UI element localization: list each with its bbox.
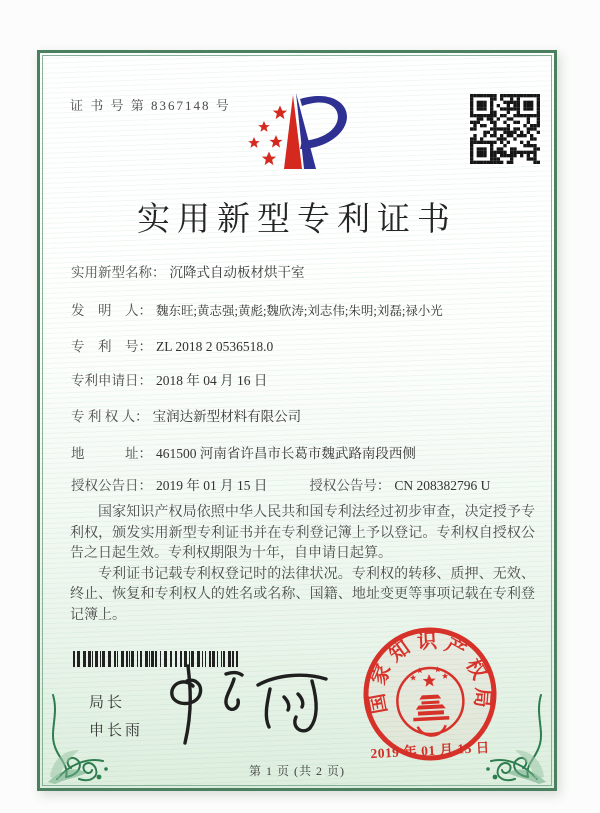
field-inventors	[71, 299, 541, 319]
field-name	[71, 261, 541, 281]
field-application-date-label: 专利申请日：	[71, 373, 152, 388]
certificate-sheet	[37, 50, 557, 791]
grant-date-value: 2019 年 01 月 15 日	[156, 478, 268, 493]
field-patentee	[71, 405, 541, 425]
field-patent-number-label: 专 利 号：	[71, 339, 152, 354]
field-application-date	[71, 369, 541, 389]
seal-date: 2019 年 01 月 15 日	[370, 739, 491, 762]
field-inventors-value: 魏东旺;黄志强;黄彪;魏欣涛;刘志伟;朱明;刘磊;禄小光	[156, 304, 443, 318]
field-patent-number-value: ZL 2018 2 0536518.0	[156, 339, 274, 354]
legal-paragraph-1: 国家知识产权局依照中华人民共和国专利法经过初步审查，决定授予专利权，颁发实用新型专利证书并在专利登记簿上予以登记。专利权自授权公告之日起生效。专利权期限为十年，自申请日起算。	[70, 505, 535, 561]
director-signature	[160, 659, 360, 751]
logo-p-bowl	[300, 96, 347, 149]
field-address	[71, 442, 541, 462]
qr-code	[470, 94, 540, 164]
logo-stars	[248, 106, 287, 166]
seal-ring-text: 国家知识产权局	[366, 630, 494, 716]
page-number: 第 1 页 (共 2 页)	[249, 764, 345, 778]
grant-number-label: 授权公告号：	[309, 478, 391, 493]
field-inventors-label: 发 明 人：	[71, 303, 152, 318]
field-address-value: 461500 河南省许昌市长葛市魏武路南段西侧	[156, 446, 416, 461]
field-address-label: 地 址：	[71, 446, 152, 461]
field-patentee-value: 宝润达新型材料有限公司	[152, 409, 302, 424]
director-title: 局长	[89, 695, 126, 711]
grant-date-label: 授权公告日：	[71, 478, 152, 493]
director-name: 申长雨	[89, 723, 144, 739]
cnipa-logo	[236, 87, 371, 175]
field-name-value: 沉降式自动板材烘干室	[169, 265, 305, 280]
legal-paragraph-2: 专利证书记载专利权登记时的法律状况。专利权的转移、质押、无效、终止、恢复和专利权人的姓名或名称、国籍、地址变更等事项记载在专利登记簿上。	[70, 566, 535, 623]
field-patentee-label: 专 利 权 人：	[71, 409, 149, 424]
certificate-number: 证 书 号 第 8367148 号	[70, 98, 231, 113]
grant-number-value: CN 208382796 U	[394, 478, 491, 493]
field-application-date-value: 2018 年 04 月 16 日	[156, 373, 268, 388]
legal-text	[70, 503, 535, 626]
field-grant-row	[71, 474, 541, 494]
certificate-title: 实用新型专利证书	[137, 202, 457, 238]
field-patent-number	[71, 335, 541, 355]
field-name-label: 实用新型名称：	[71, 265, 166, 280]
